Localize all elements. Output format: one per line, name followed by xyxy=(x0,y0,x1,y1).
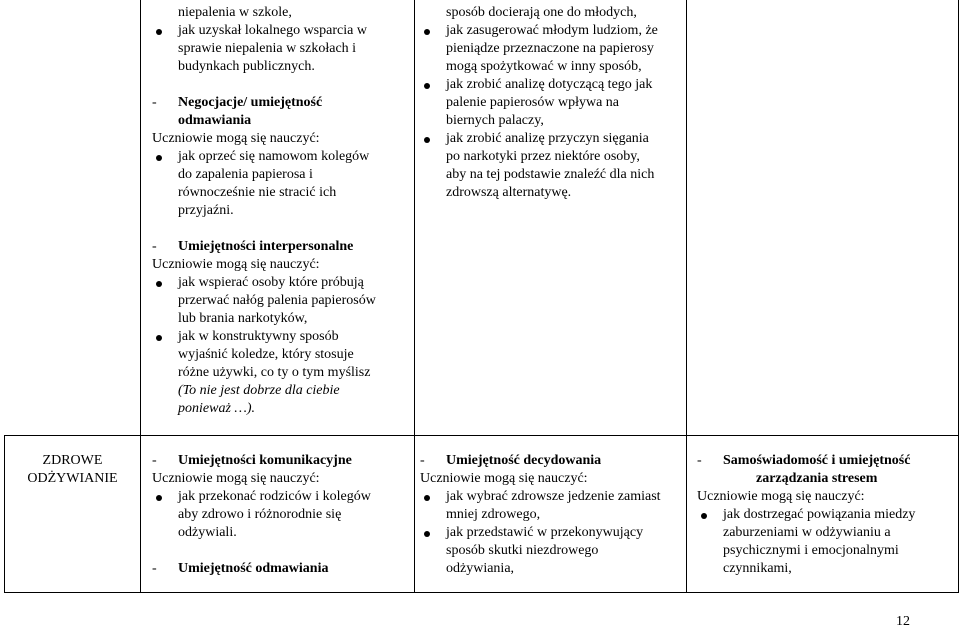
intro-text: Uczniowie mogą się nauczyć: xyxy=(152,471,320,486)
col-border xyxy=(686,435,687,593)
bullet-list xyxy=(420,488,682,578)
bottom-col2-cell xyxy=(420,452,682,578)
heading-dash: - xyxy=(697,453,702,468)
bullet-list xyxy=(152,22,407,76)
heading-dash: - xyxy=(420,453,425,468)
list-item: jak zasugerować młodym ludziom, że pieniądze przeznaczone na papierosy mogą spożytkować w inny sposób, xyxy=(420,22,682,76)
heading-dash: - xyxy=(152,453,157,468)
continuation-text: niepalenia w szkole, xyxy=(178,5,292,20)
col-border xyxy=(414,435,415,593)
heading-title: Negocjacje/ umiejętność odmawiania xyxy=(178,95,323,128)
heading-dash: - xyxy=(152,95,157,110)
heading-title: Umiejętności komunikacyjne xyxy=(178,453,352,468)
heading-dash: - xyxy=(152,561,157,576)
col-border xyxy=(958,0,959,436)
intro-text: Uczniowie mogą się nauczyć: xyxy=(420,471,588,486)
top-col2-cell xyxy=(420,4,682,202)
section-heading xyxy=(152,560,412,578)
heading-dash: - xyxy=(152,239,157,254)
section-heading xyxy=(152,238,407,256)
list-item: jak przekonać rodziców i kolegów aby zdrowo i różnorodnie się odżywiali. xyxy=(152,488,412,542)
heading-title: Samoświadomość i umiejętność zarządzania stresem xyxy=(723,453,911,486)
bottom-col3-cell xyxy=(697,452,955,578)
list-item: jak dostrzegać powiązania miedzy zaburzeniami w odżywianiu a psychicznymi i emocjonalnymi czynnikami, xyxy=(697,506,955,578)
bullet-list xyxy=(152,488,412,542)
col-border xyxy=(140,0,141,436)
row-separator-bottom xyxy=(4,592,959,593)
section-heading xyxy=(152,94,407,130)
top-col1-cell xyxy=(152,4,407,418)
list-item: jak wspierać osoby które próbują przerwać nałóg palenia papierosów lub brania narkotyków, xyxy=(152,274,407,328)
col-border xyxy=(140,435,141,593)
list-item: jak przedstawić w przekonywujący sposób skutki niezdrowego odżywiania, xyxy=(420,524,682,578)
list-item: jak w konstruktywny sposób wyjaśnić koledze, który stosuje różne używki, co ty o tym myślisz xyxy=(152,328,407,382)
italic-note: (To nie jest dobrze dla ciebie ponieważ …). xyxy=(178,383,340,416)
heading-title: Umiejętności interpersonalne xyxy=(178,239,354,254)
section-heading xyxy=(152,452,412,470)
heading-title: Umiejętność decydowania xyxy=(446,453,602,468)
list-item: jak uzyskał lokalnego wsparcia w sprawie niepalenia w szkołach i budynkach publicznych. xyxy=(152,22,407,76)
intro-text: Uczniowie mogą się nauczyć: xyxy=(152,257,320,272)
col-border xyxy=(686,0,687,436)
bullet-list xyxy=(697,506,955,578)
col-border xyxy=(414,0,415,436)
intro-text: Uczniowie mogą się nauczyć: xyxy=(697,489,865,504)
list-item: jak oprzeć się namowom kolegów do zapalenia papierosa i równocześnie nie stracić ich przyjaźni. xyxy=(152,148,407,220)
heading-title: Umiejętność odmawiania xyxy=(178,561,329,576)
bullet-list xyxy=(152,274,407,382)
bullet-list xyxy=(420,22,682,202)
intro-text: Uczniowie mogą się nauczyć: xyxy=(152,131,320,146)
bottom-col1-cell xyxy=(152,452,412,578)
page-number: 12 xyxy=(896,614,910,629)
col-border xyxy=(958,435,959,593)
section-heading xyxy=(420,452,682,470)
category-label: ZDROWE ODŻYWIANIE xyxy=(27,453,118,486)
bullet-list xyxy=(152,148,407,220)
continuation-text: sposób docierają one do młodych, xyxy=(446,5,637,20)
list-item: jak wybrać zdrowsze jedzenie zamiast mniej zdrowego, xyxy=(420,488,682,524)
section-heading xyxy=(697,452,955,488)
row-separator-top xyxy=(4,435,959,436)
list-item: jak zrobić analizę przyczyn sięgania po narkotyki przez niektóre osoby, aby na tej podstawie znaleźć dla nich zdrowszą alternatywę. xyxy=(420,130,682,202)
list-item: jak zrobić analizę dotyczącą tego jak palenie papierosów wpływa na biernych palaczy, xyxy=(420,76,682,130)
